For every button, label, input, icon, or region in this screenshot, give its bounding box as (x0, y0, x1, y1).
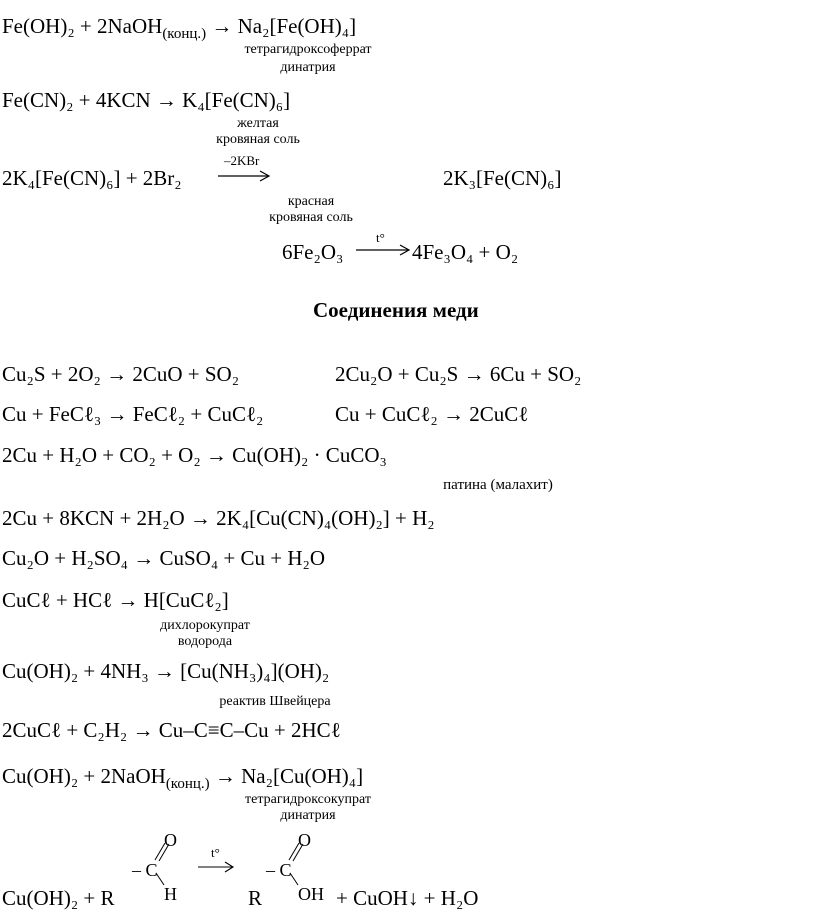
reaction-cu-10-arrow-label: t° (211, 845, 220, 860)
reaction-cu-4: 2Cu + 8KCN + 2H₂O → 2K₄[Cu(CN)₄(OH)₂] + H₂ (2, 506, 435, 530)
reaction-cu-10-arrow-icon (196, 860, 236, 874)
acid-hydroxyl: OH (298, 884, 324, 904)
reaction-fe-1-tail: → Na₂[Fe(OH)₄] (206, 14, 357, 38)
reaction-fe-4-arrow-label: t° (376, 230, 385, 245)
reaction-fe-3-arrow-icon (216, 168, 272, 184)
reaction-cu-9-sub: (конц.) (165, 776, 210, 793)
caption-fe-1-line2: динатрия (280, 60, 336, 75)
reaction-cu-6: CuCℓ + HCℓ → H[CuCℓ₂] (2, 588, 229, 612)
acid-r-group: R (248, 886, 263, 910)
acid-oxygen: O (298, 830, 311, 850)
reaction-fe-3-right: 2K₃[Fe(CN)₆] (443, 166, 562, 190)
aldehyde-carbon: – C (132, 860, 158, 880)
caption-cu-9-line2: динатрия (280, 808, 336, 823)
reaction-fe-3-arrow-label: –2KBr (224, 153, 260, 168)
reaction-cu-10-tail: + CuOH↓ + H₂O (336, 886, 479, 910)
reaction-fe-1-sub: (конц.) (162, 26, 207, 43)
caption-cu-6-line1: дихлорокупрат (160, 618, 250, 633)
reaction-cu-3: 2Cu + H₂O + CO₂ + O₂ → Cu(OH)₂ · CuCO₃ (2, 443, 387, 467)
reaction-cu-2b: Cu + CuCℓ₂ → 2CuCℓ (335, 402, 529, 426)
caption-fe-2-line1: желтая (237, 116, 279, 131)
caption-fe-3-line2: кровяная соль (269, 210, 353, 225)
caption-fe-2-line2: кровяная соль (216, 132, 300, 147)
caption-cu-3: патина (малахит) (443, 477, 553, 493)
caption-fe-1-line1: тетрагидроксоферрат (244, 42, 372, 57)
reaction-fe-2: Fe(CN)₂ + 4KCN → K₄[Fe(CN)₆] (2, 88, 291, 112)
reaction-cu-2a: Cu + FeCℓ₃ → FeCℓ₂ + CuCℓ₂ (2, 402, 264, 426)
reaction-cu-7: Cu(OH)₂ + 4NH₃ → [Cu(NH₃)₄](OH)₂ (2, 659, 330, 683)
aldehyde-oxygen: O (164, 830, 177, 850)
caption-cu-6-line2: водорода (177, 634, 233, 649)
caption-cu-7: реактив Швейцера (219, 694, 331, 709)
reaction-cu-5: Cu₂O + H₂SO₄ → CuSO₄ + Cu + H₂O (2, 546, 326, 570)
caption-cu-9-line1: тетрагидроксокупрат (245, 792, 371, 807)
reaction-cu-1a: Cu₂S + 2O₂ → 2CuO + SO₂ (2, 362, 240, 386)
reaction-cu-9-eq: Cu(OH)₂ + 2NaOH (2, 764, 166, 788)
reaction-fe-4-arrow-icon (354, 242, 412, 258)
reaction-cu-8: 2CuCℓ + C₂H₂ → Cu–C≡C–Cu + 2HCℓ (2, 718, 341, 742)
reaction-cu-9-tail: → Na₂[Cu(OH)₄] (209, 764, 364, 788)
reaction-cu-1b: 2Cu₂O + Cu₂S → 6Cu + SO₂ (335, 362, 582, 386)
section-heading-copper: Соединения меди (313, 298, 479, 322)
caption-fe-3-line1: красная (287, 194, 335, 209)
acid-carbon: – C (266, 860, 292, 880)
reaction-fe-3-left: 2K₄[Fe(CN)₆] + 2Br₂ (2, 166, 182, 190)
reaction-fe-4-right: 4Fe₃O₄ + O₂ (412, 240, 519, 264)
reaction-fe-1-eq: Fe(OH)₂ + 2NaOH (2, 14, 163, 38)
reaction-fe-4-left: 6Fe₂O₃ (282, 240, 344, 264)
aldehyde-hydrogen: H (164, 884, 177, 904)
reaction-cu-10-start: Cu(OH)₂ + R (2, 886, 115, 910)
